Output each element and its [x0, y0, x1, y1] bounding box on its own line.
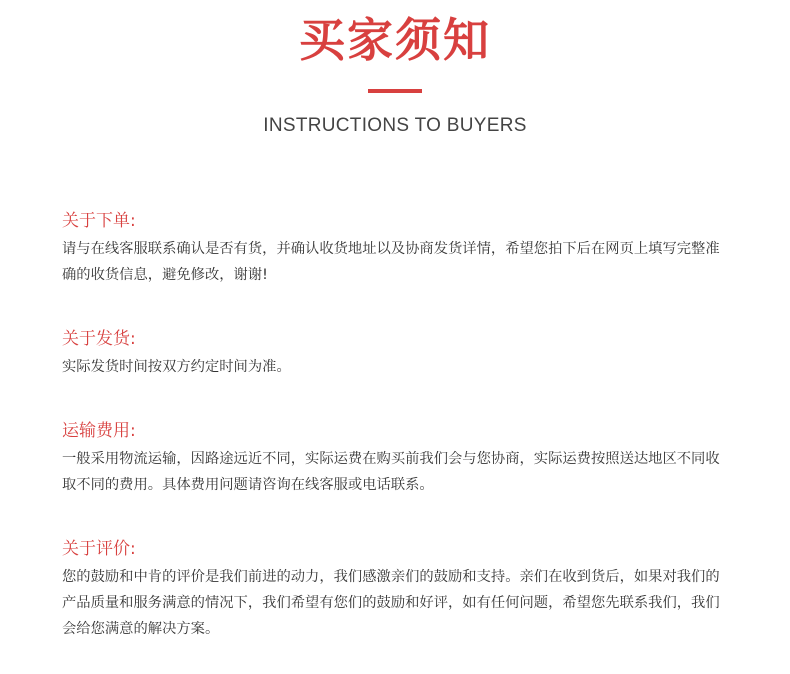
section-order [62, 210, 732, 288]
section-shipping [62, 328, 732, 380]
section-body: 实际发货时间按双方约定时间为准。 [62, 359, 291, 375]
section-body: 请与在线客服联系确认是否有货，并确认收货地址以及协商发货详情，希望您拍下后在网页上填写完整准确的收货信息，避免修改，谢谢! [62, 241, 720, 283]
section-body: 一般采用物流运输，因路途远近不同，实际运费在购买前我们会与您协商，实际运费按照送达地区不同收取不同的费用。具体费用问题请咨询在线客服或电话联系。 [62, 451, 720, 493]
page-title: 买家须知 [299, 13, 491, 67]
section-heading: 关于评价: [62, 539, 136, 559]
title-divider [368, 89, 422, 93]
section-heading: 运输费用: [62, 421, 136, 441]
page-subtitle: INSTRUCTIONS TO BUYERS [263, 115, 527, 136]
section-freight [62, 420, 732, 498]
section-body: 您的鼓励和中肯的评价是我们前进的动力，我们感激亲们的鼓励和支持。亲们在收到货后，如果对我们的产品质量和服务满意的情况下，我们希望有您们的鼓励和好评，如有任何问题，希望您先联系我们，我们会给您满意的解决方案。 [62, 569, 720, 637]
section-review [62, 538, 732, 642]
section-heading: 关于下单: [62, 211, 136, 231]
section-heading: 关于发货: [62, 329, 136, 349]
